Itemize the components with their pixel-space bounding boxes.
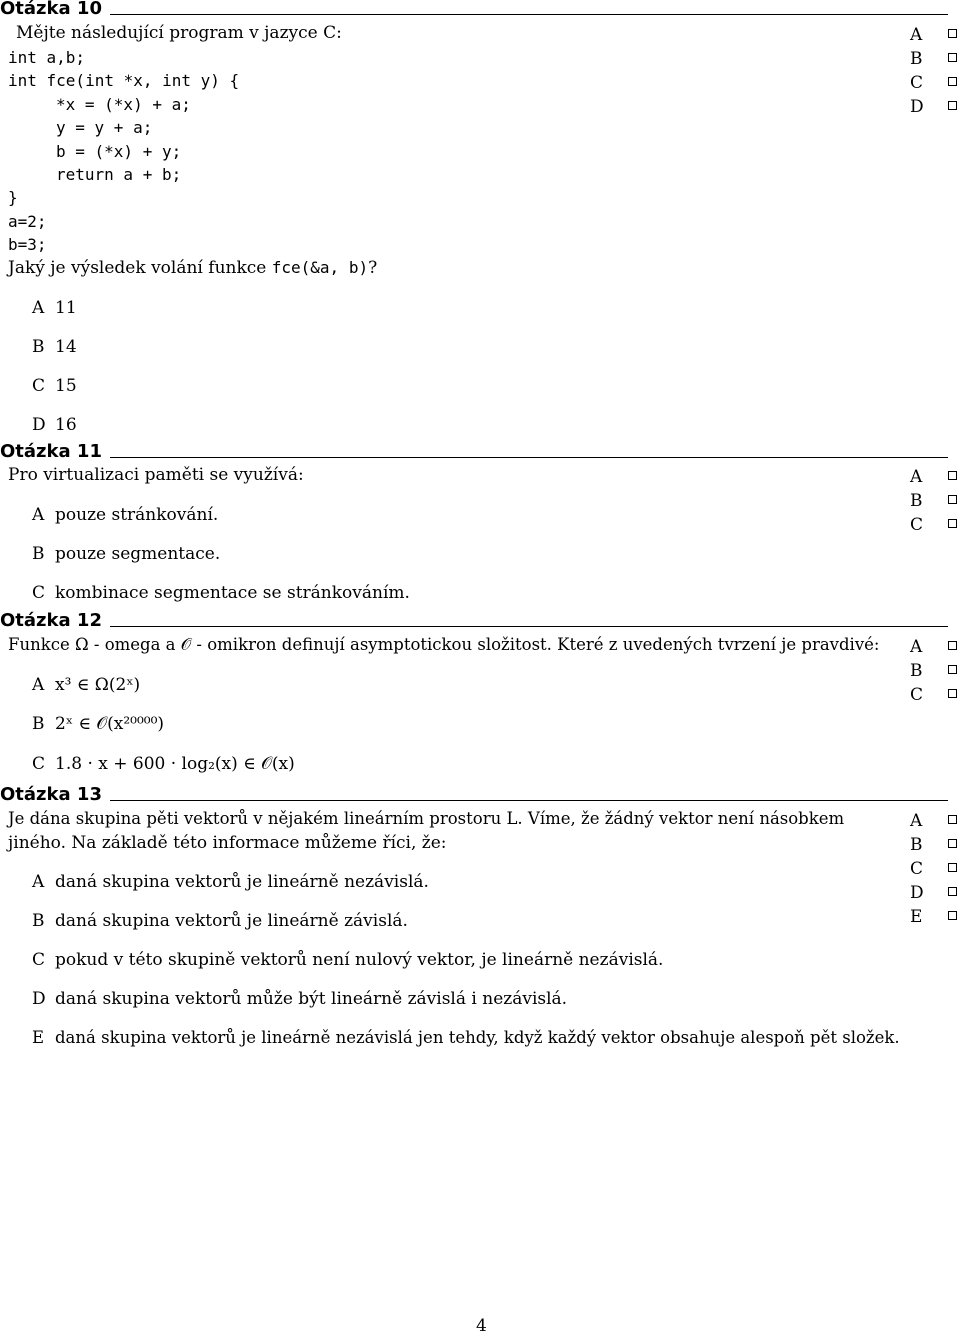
answer-checkbox[interactable] (948, 815, 957, 824)
answer-row: B (908, 49, 960, 73)
answer-grid (908, 637, 960, 709)
heading-rule (110, 14, 948, 15)
option-c: C 1.8 · x + 600 · log₂(x) ∈ 𝒪(x) (32, 754, 295, 774)
question-intro: Mějte následující program v jazyce C: (16, 23, 342, 43)
formula: x³ ∈ Ω(2ˣ) (55, 675, 141, 695)
code-line: } (8, 188, 18, 207)
option-c: C 15 (32, 376, 77, 396)
answer-checkbox[interactable] (948, 863, 957, 872)
code-line: b=3; (8, 235, 47, 254)
option-a: A daná skupina vektorů je lineárně nezávislá. (32, 872, 429, 892)
question-intro-line-2: jiného. Na základě této informace můžeme říci, že: (8, 833, 447, 853)
answer-checkbox[interactable] (948, 887, 957, 896)
code-line: return a + b; (56, 165, 182, 184)
question-intro: Pro virtualizaci paměti se využívá: (8, 465, 304, 485)
code-line: int a,b; (8, 48, 86, 67)
answer-grid (908, 25, 960, 121)
question-heading: Otázka 12 (0, 610, 102, 631)
code-line: int fce(int *x, int y) { (8, 71, 240, 90)
answer-checkbox[interactable] (948, 665, 957, 674)
formula: 1.8 · x + 600 · log₂(x) ∈ 𝒪(x) (55, 754, 295, 774)
answer-row: A (908, 25, 960, 49)
question-intro: Funkce Ω - omega a 𝒪 - omikron definují asymptotickou složitost. Které z uvedených tvrzení je pravdivé: (8, 635, 880, 654)
option-c: C kombinace segmentace se stránkováním. (32, 583, 410, 603)
formula: 2ˣ ∈ 𝒪(x²⁰⁰⁰⁰) (55, 714, 165, 734)
heading-rule (110, 457, 948, 458)
answer-checkbox[interactable] (948, 77, 957, 86)
page-number: 4 (476, 1316, 487, 1336)
code-line: y = y + a; (56, 118, 153, 137)
option-b: B daná skupina vektorů je lineárně závislá. (32, 911, 408, 931)
option-a: A pouze stránkování. (32, 505, 219, 525)
question-intro-line-1: Je dána skupina pěti vektorů v nějakém lineárním prostoru L. Víme, že žádný vektor není násobkem (8, 809, 845, 828)
option-b: B pouze segmentace. (32, 544, 221, 564)
inline-code: fce(&a, b) (271, 258, 369, 277)
answer-row: B (908, 491, 960, 515)
answer-row: B (908, 835, 960, 859)
answer-row: C (908, 515, 960, 539)
code-line: b = (*x) + y; (56, 142, 182, 161)
answer-grid (908, 811, 960, 931)
option-d: D 16 (32, 415, 77, 435)
option-d: D daná skupina vektorů může být lineárně závislá i nezávislá. (32, 989, 568, 1009)
answer-checkbox[interactable] (948, 29, 957, 38)
answer-row: A (908, 467, 960, 491)
answer-checkbox[interactable] (948, 495, 957, 504)
answer-row: C (908, 73, 960, 97)
question-heading: Otázka 11 (0, 441, 102, 462)
answer-checkbox[interactable] (948, 471, 957, 480)
answer-row: D (908, 883, 960, 907)
code-line: a=2; (8, 212, 47, 231)
option-e: E daná skupina vektorů je lineárně nezávislá jen tehdy, když každý vektor obsahuje alespoň pět složek. (32, 1028, 900, 1047)
option-a: A x³ ∈ Ω(2ˣ) (32, 675, 141, 695)
answer-row: B (908, 661, 960, 685)
answer-grid (908, 467, 960, 539)
question-heading: Otázka 10 (0, 0, 102, 19)
code-line: *x = (*x) + a; (56, 95, 191, 114)
answer-row: C (908, 859, 960, 883)
answer-row: A (908, 811, 960, 835)
answer-row: C (908, 685, 960, 709)
answer-row: A (908, 637, 960, 661)
answer-row: D (908, 97, 960, 121)
question-heading: Otázka 13 (0, 784, 102, 805)
answer-checkbox[interactable] (948, 519, 957, 528)
answer-checkbox[interactable] (948, 53, 957, 62)
answer-checkbox[interactable] (948, 839, 957, 848)
option-a: A 11 (32, 298, 77, 318)
option-b: B 2ˣ ∈ 𝒪(x²⁰⁰⁰⁰) (32, 714, 165, 734)
answer-checkbox[interactable] (948, 101, 957, 110)
heading-rule (110, 800, 948, 801)
heading-rule (110, 626, 948, 627)
answer-row: E (908, 907, 960, 931)
answer-checkbox[interactable] (948, 641, 957, 650)
answer-checkbox[interactable] (948, 689, 957, 698)
answer-checkbox[interactable] (948, 911, 957, 920)
option-b: B 14 (32, 337, 77, 357)
option-c: C pokud v této skupině vektorů není nulový vektor, je lineárně nezávislá. (32, 950, 664, 970)
question-text: Jaký je výsledek volání funkce fce(&a, b)? (8, 258, 378, 278)
